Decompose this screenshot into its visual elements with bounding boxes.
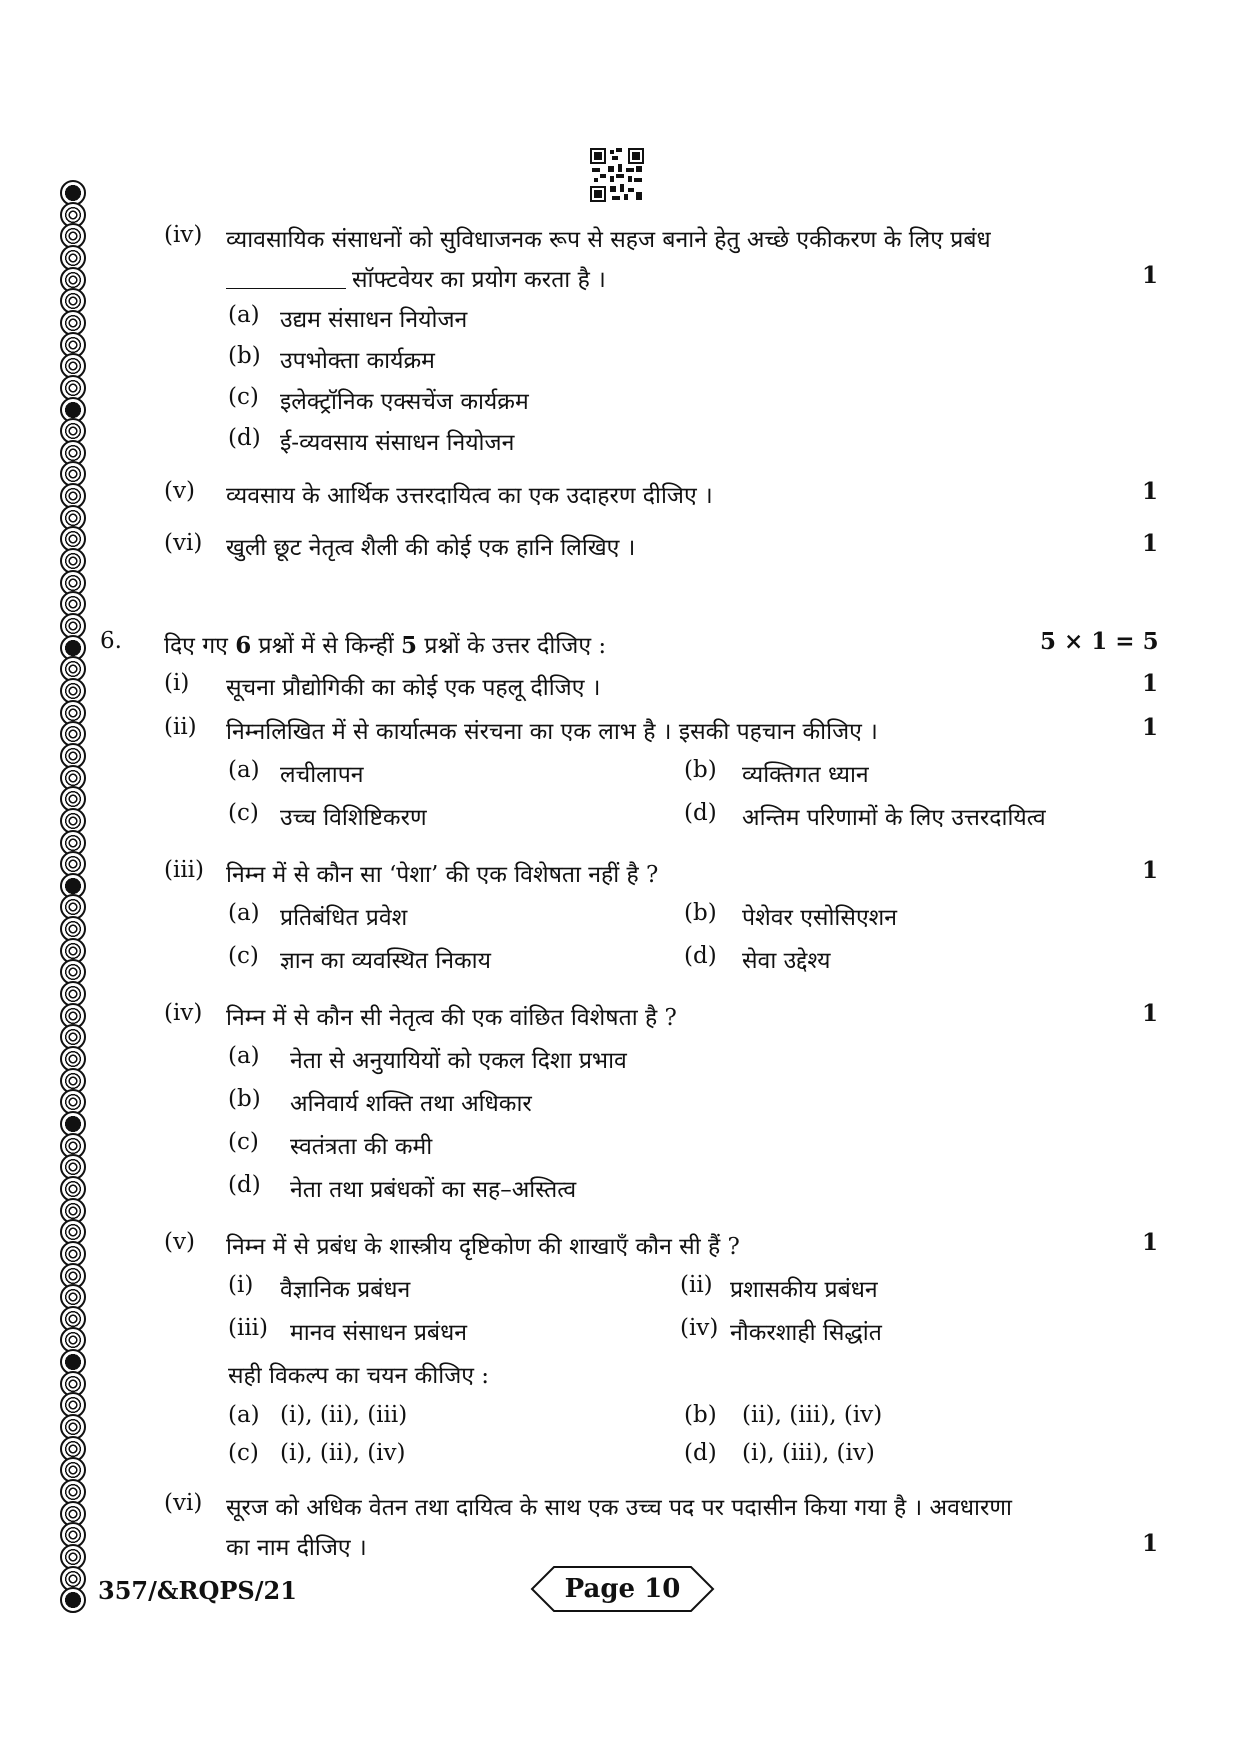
q6-vi-number: (vi)	[164, 1490, 203, 1516]
q6-v-number: (v)	[164, 1229, 195, 1255]
q6-heading-part: दिए गए	[164, 633, 228, 659]
q6-iv-number: (iv)	[164, 1000, 203, 1026]
q6-ii-option-label: (a)	[228, 757, 260, 783]
q5-iv-option-text: इलेक्ट्रॉनिक एक्सचेंज कार्यक्रम	[280, 389, 529, 415]
q6-number: 6.	[100, 628, 122, 654]
q6-ii-option-text: व्यक्तिगत ध्यान	[742, 762, 869, 788]
q6-iii-option-label: (a)	[228, 900, 260, 926]
q6-v-option-text: (i), (iii), (iv)	[742, 1440, 875, 1466]
q6-i-marks: 1	[1141, 670, 1158, 697]
q6-heading	[164, 628, 606, 660]
q6-v-item-text: मानव संसाधन प्रबंधन	[290, 1320, 467, 1346]
q5-iv-option-text: उपभोक्ता कार्यक्रम	[280, 348, 435, 374]
q6-v-item-label: (ii)	[680, 1272, 713, 1298]
q6-iv-option-text: अनिवार्य शक्ति तथा अधिकार	[290, 1091, 532, 1117]
q6-v-option-text: (i), (ii), (iv)	[280, 1440, 406, 1466]
q5-iv-option-label: (d)	[228, 425, 261, 451]
q6-iii-option-label: (d)	[684, 943, 717, 969]
q5-v-number: (v)	[164, 478, 195, 504]
q5-v-text: व्यवसाय के आर्थिक उत्तरदायित्व का एक उदाहरण दीजिए ।	[226, 483, 713, 509]
q6-ii-number: (ii)	[164, 714, 197, 740]
q6-iii-option-text: पेशेवर एसोसिएशन	[742, 905, 898, 931]
q6-iii-option-text: सेवा उद्देश्य	[742, 948, 831, 974]
q6-marks: 5 × 1 = 5	[1040, 628, 1159, 655]
q5-iv-option-text: ई-व्यवसाय संसाधन नियोजन	[280, 430, 515, 456]
fill-in-blank	[226, 288, 346, 289]
q6-iii-text: निम्न में से कौन सा ‘पेशा’ की एक विशेषता नहीं है ?	[226, 862, 659, 888]
q6-v-marks: 1	[1141, 1229, 1158, 1256]
q5-v-marks: 1	[1141, 478, 1158, 505]
q6-v-item-label: (iii)	[228, 1315, 269, 1341]
q6-iv-option-label: (a)	[228, 1043, 260, 1069]
q6-v-option-label: (a)	[228, 1402, 260, 1428]
q6-v-option-label: (b)	[684, 1402, 717, 1428]
q6-iii-marks: 1	[1141, 857, 1158, 884]
q6-iv-option-label: (d)	[228, 1172, 261, 1198]
q6-v-option-label: (d)	[684, 1440, 717, 1466]
q6-heading-count-answer: 5	[401, 632, 418, 659]
q6-v-text: निम्न में से प्रबंध के शास्त्रीय दृष्टिकोण की शाखाएँ कौन सी हैं ?	[226, 1234, 740, 1260]
q6-vi-text-line2: का नाम दीजिए ।	[226, 1535, 367, 1561]
page-number-badge	[530, 1565, 715, 1613]
q6-v-item-label: (iv)	[680, 1315, 719, 1341]
q5-vi-marks: 1	[1141, 530, 1158, 557]
q6-iv-option-text: नेता से अनुयायियों को एकल दिशा प्रभाव	[290, 1048, 627, 1074]
q6-vi-marks: 1	[1141, 1530, 1158, 1557]
q6-vi-text-line1: सूरज को अधिक वेतन तथा दायित्व के साथ एक उच्च पद पर पदासीन किया गया है । अवधारणा	[226, 1495, 1012, 1521]
q6-iv-option-label: (b)	[228, 1086, 261, 1112]
q6-ii-marks: 1	[1141, 714, 1158, 741]
q5-iv-option-label: (c)	[228, 384, 259, 410]
q5-vi-number: (vi)	[164, 530, 203, 556]
q6-iii-option-label: (b)	[684, 900, 717, 926]
q6-v-option-label: (c)	[228, 1440, 259, 1466]
paper-code: 357/&RQPS/21	[98, 1576, 297, 1605]
q6-heading-part: प्रश्नों में से किन्हीं	[258, 633, 394, 659]
q6-v-item-label: (i)	[228, 1272, 254, 1298]
q6-ii-option-text: अन्तिम परिणामों के लिए उत्तरदायित्व	[742, 805, 1046, 831]
q6-ii-option-text: लचीलापन	[280, 762, 364, 788]
q6-iv-option-text: नेता तथा प्रबंधकों का सह–अस्तित्व	[290, 1177, 577, 1203]
q6-i-number: (i)	[164, 670, 190, 696]
q6-ii-option-label: (c)	[228, 800, 259, 826]
q6-heading-part: प्रश्नों के उत्तर दीजिए :	[424, 633, 607, 659]
q5-iv-option-label: (a)	[228, 302, 260, 328]
q6-v-option-text: (ii), (iii), (iv)	[742, 1402, 883, 1428]
q6-v-item-text: प्रशासकीय प्रबंधन	[730, 1277, 878, 1303]
qr-code	[590, 148, 644, 202]
q6-i-text: सूचना प्रौद्योगिकी का कोई एक पहलू दीजिए ।	[226, 675, 601, 701]
q6-ii-option-label: (b)	[684, 757, 717, 783]
q6-iii-option-text: ज्ञान का व्यवस्थित निकाय	[280, 948, 491, 974]
q5-iv-option-text: उद्यम संसाधन नियोजन	[280, 307, 468, 333]
q6-iv-option-text: स्वतंत्रता की कमी	[290, 1134, 433, 1160]
q6-v-item-text: नौकरशाही सिद्धांत	[730, 1320, 882, 1346]
q6-v-instruction: सही विकल्प का चयन कीजिए :	[228, 1363, 490, 1389]
q5-iv-text-line1: व्यावसायिक संसाधनों को सुविधाजनक रूप से सहज बनाने हेतु अच्छे एकीकरण के लिए प्रबंध	[226, 227, 991, 253]
filled-circle-mark	[60, 1587, 86, 1613]
q6-iv-text: निम्न में से कौन सी नेतृत्व की एक वांछित विशेषता है ?	[226, 1005, 677, 1031]
q6-v-item-text: वैज्ञानिक प्रबंधन	[280, 1277, 411, 1303]
q6-ii-option-label: (d)	[684, 800, 717, 826]
q6-iii-option-label: (c)	[228, 943, 259, 969]
q6-iv-marks: 1	[1141, 1000, 1158, 1027]
q5-iv-option-label: (b)	[228, 343, 261, 369]
q5-iv-marks: 1	[1141, 262, 1158, 289]
q6-ii-option-text: उच्च विशिष्टिकरण	[280, 805, 427, 831]
page-number: Page 10	[564, 1574, 681, 1604]
q6-v-option-text: (i), (ii), (iii)	[280, 1402, 408, 1428]
q6-iii-number: (iii)	[164, 857, 205, 883]
q6-heading-count-total: 6	[235, 632, 252, 659]
q5-iv-number: (iv)	[164, 222, 203, 248]
q6-iv-option-label: (c)	[228, 1129, 259, 1155]
q5-iv-line2-text: सॉफ्टवेयर का प्रयोग करता है ।	[352, 267, 606, 293]
q5-vi-text: खुली छूट नेतृत्व शैली की कोई एक हानि लिखिए ।	[226, 535, 636, 561]
q6-ii-text: निम्नलिखित में से कार्यात्मक संरचना का एक लाभ है । इसकी पहचान कीजिए ।	[226, 719, 878, 745]
q5-iv-text-line2	[226, 262, 606, 294]
q6-iii-option-text: प्रतिबंधित प्रवेश	[280, 905, 408, 931]
